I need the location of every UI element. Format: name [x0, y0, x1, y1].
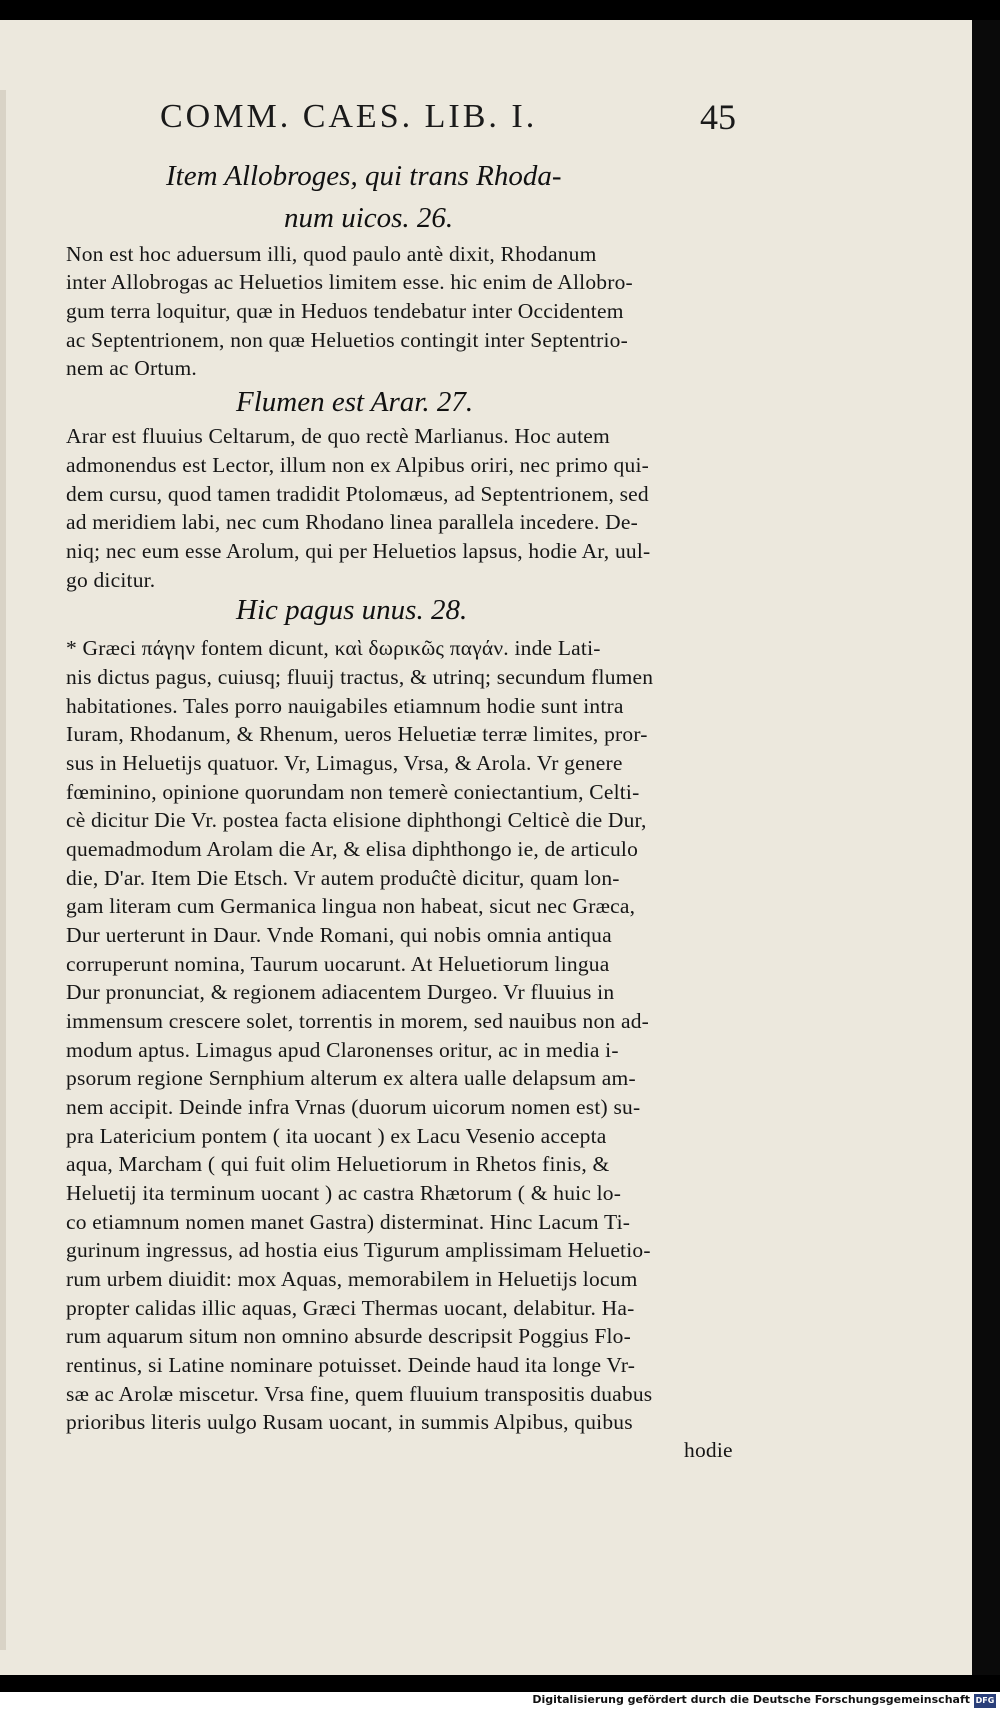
text-line: inter Allobrogas ac Heluetios limitem esse. hic enim de Allobro- [66, 270, 633, 294]
text-line: rentinus, si Latine nominare potuisset. Deinde haud ita longe Vr- [66, 1353, 636, 1377]
text-line: prioribus literis uulgo Rusam uocant, in summis Alpibus, quibus [66, 1410, 633, 1434]
page-edge [0, 90, 6, 1650]
text-line: gum terra loquitur, quæ in Heduos tendebatur inter Occidentem [66, 299, 624, 323]
text-line: fœminino, opinione quorundam non temerè coniectantium, Celti- [66, 780, 640, 804]
text-line: rum urbem diuidit: mox Aquas, memorabilem in Heluetijs locum [66, 1267, 638, 1291]
page-number: 45 [700, 97, 736, 137]
text-line: gam literam cum Germanica lingua non habeat, sicut nec Græca, [66, 894, 636, 918]
text-line: ac Septentrionem, non quæ Heluetios contingit inter Septentrio- [66, 328, 628, 352]
text-line: modum aptus. Limagus apud Claronenses oritur, ac in media i- [66, 1038, 619, 1062]
text-line: immensum crescere solet, torrentis in morem, sed nauibus non ad- [66, 1009, 650, 1033]
text-line: quemadmodum Arolam die Ar, & elisa diphthongo ie, de articulo [66, 837, 639, 861]
text-line: admonendus est Lector, illum non ex Alpibus oriri, nec primo qui- [66, 453, 649, 477]
book-spine-shadow [972, 20, 1000, 1675]
text-line: gurinum ingressus, ad hostia eius Tigurum amplissimam Heluetio- [66, 1238, 651, 1262]
text-line: sæ ac Arolæ miscetur. Vrsa fine, quem fluuium transpositis duabus [66, 1382, 653, 1406]
text-line: niq; nec eum esse Arolum, qui per Heluetios lapsus, hodie Ar, uul- [66, 539, 651, 563]
text-line: rum aquarum situm non omnino absurde descripsit Poggius Flo- [66, 1324, 631, 1348]
text-line: corruperunt nomina, Taurum uocarunt. At Heluetiorum lingua [66, 952, 610, 976]
text-line: nem ac Ortum. [66, 356, 197, 380]
text-line: Arar est fluuius Celtarum, de quo rectè Marlianus. Hoc autem [66, 424, 610, 448]
text-line: dem cursu, quod tamen tradidit Ptolomæus, ad Septentrionem, sed [66, 482, 649, 506]
text-line: go dicitur. [66, 568, 156, 592]
text-line: * Græci πάγην fontem dicunt, καὶ δωρικῶς παγάν. inde Lati- [66, 636, 601, 660]
text-line: Non est hoc aduersum illi, quod paulo antè dixit, Rhodanum [66, 242, 597, 266]
catchword: hodie [684, 1438, 733, 1462]
text-line: nem accipit. Deinde infra Vrnas (duorum uicorum nomen est) su- [66, 1095, 641, 1119]
section-heading: Item Allobroges, qui trans Rhoda- [166, 160, 562, 192]
section-heading: Flumen est Arar. 27. [236, 386, 474, 418]
text-line: Dur uerterunt in Daur. Vnde Romani, qui nobis omnia antiqua [66, 923, 612, 947]
text-line: die, D'ar. Item Die Etsch. Vr autem produĉtè dicitur, quam lon- [66, 866, 620, 890]
funding-notice: Digitalisierung gefördert durch die Deutsche Forschungsgemeinschaft [532, 1693, 970, 1706]
section-heading: Hic pagus unus. 28. [236, 594, 468, 626]
text-line: habitationes. Tales porro nauigabiles etiamnum hodie sunt intra [66, 694, 624, 718]
running-head: COMM. CAES. LIB. I. [160, 98, 538, 135]
text-line: psorum regione Sernphium alterum ex altera ualle delapsum am- [66, 1066, 636, 1090]
text-line: sus in Heluetijs quatuor. Vr, Limagus, Vrsa, & Arola. Vr genere [66, 751, 623, 775]
text-line: pra Latericium pontem ( ita uocant ) ex Lacu Vesenio accepta [66, 1124, 607, 1148]
text-line: Iuram, Rhodanum, & Rhenum, ueros Heluetiæ terræ limites, pror- [66, 722, 648, 746]
text-line: Heluetij ita terminum uocant ) ac castra Rhætorum ( & huic lo- [66, 1181, 622, 1205]
text-line: co etiamnum nomen manet Gastra) disterminat. Hinc Lacum Ti- [66, 1210, 631, 1234]
text-line: cè dicitur Die Vr. postea facta elisione diphthongi Celticè die Dur, [66, 808, 647, 832]
text-line: nis dictus pagus, cuiusq; fluuij tractus, & utrinq; secundum flumen [66, 665, 654, 689]
text-line: aqua, Marcham ( qui fuit olim Heluetiorum in Rhetos finis, & [66, 1152, 610, 1176]
text-line: Dur pronunciat, & regionem adiacentem Durgeo. Vr fluuius in [66, 980, 615, 1004]
text-line: propter calidas illic aquas, Græci Thermas uocant, delabitur. Ha- [66, 1296, 635, 1320]
dfg-logo-icon: DFG [974, 1694, 996, 1708]
text-line: ad meridiem labi, nec cum Rhodano linea parallela incedere. De- [66, 510, 638, 534]
section-heading: num uicos. 26. [284, 202, 454, 234]
